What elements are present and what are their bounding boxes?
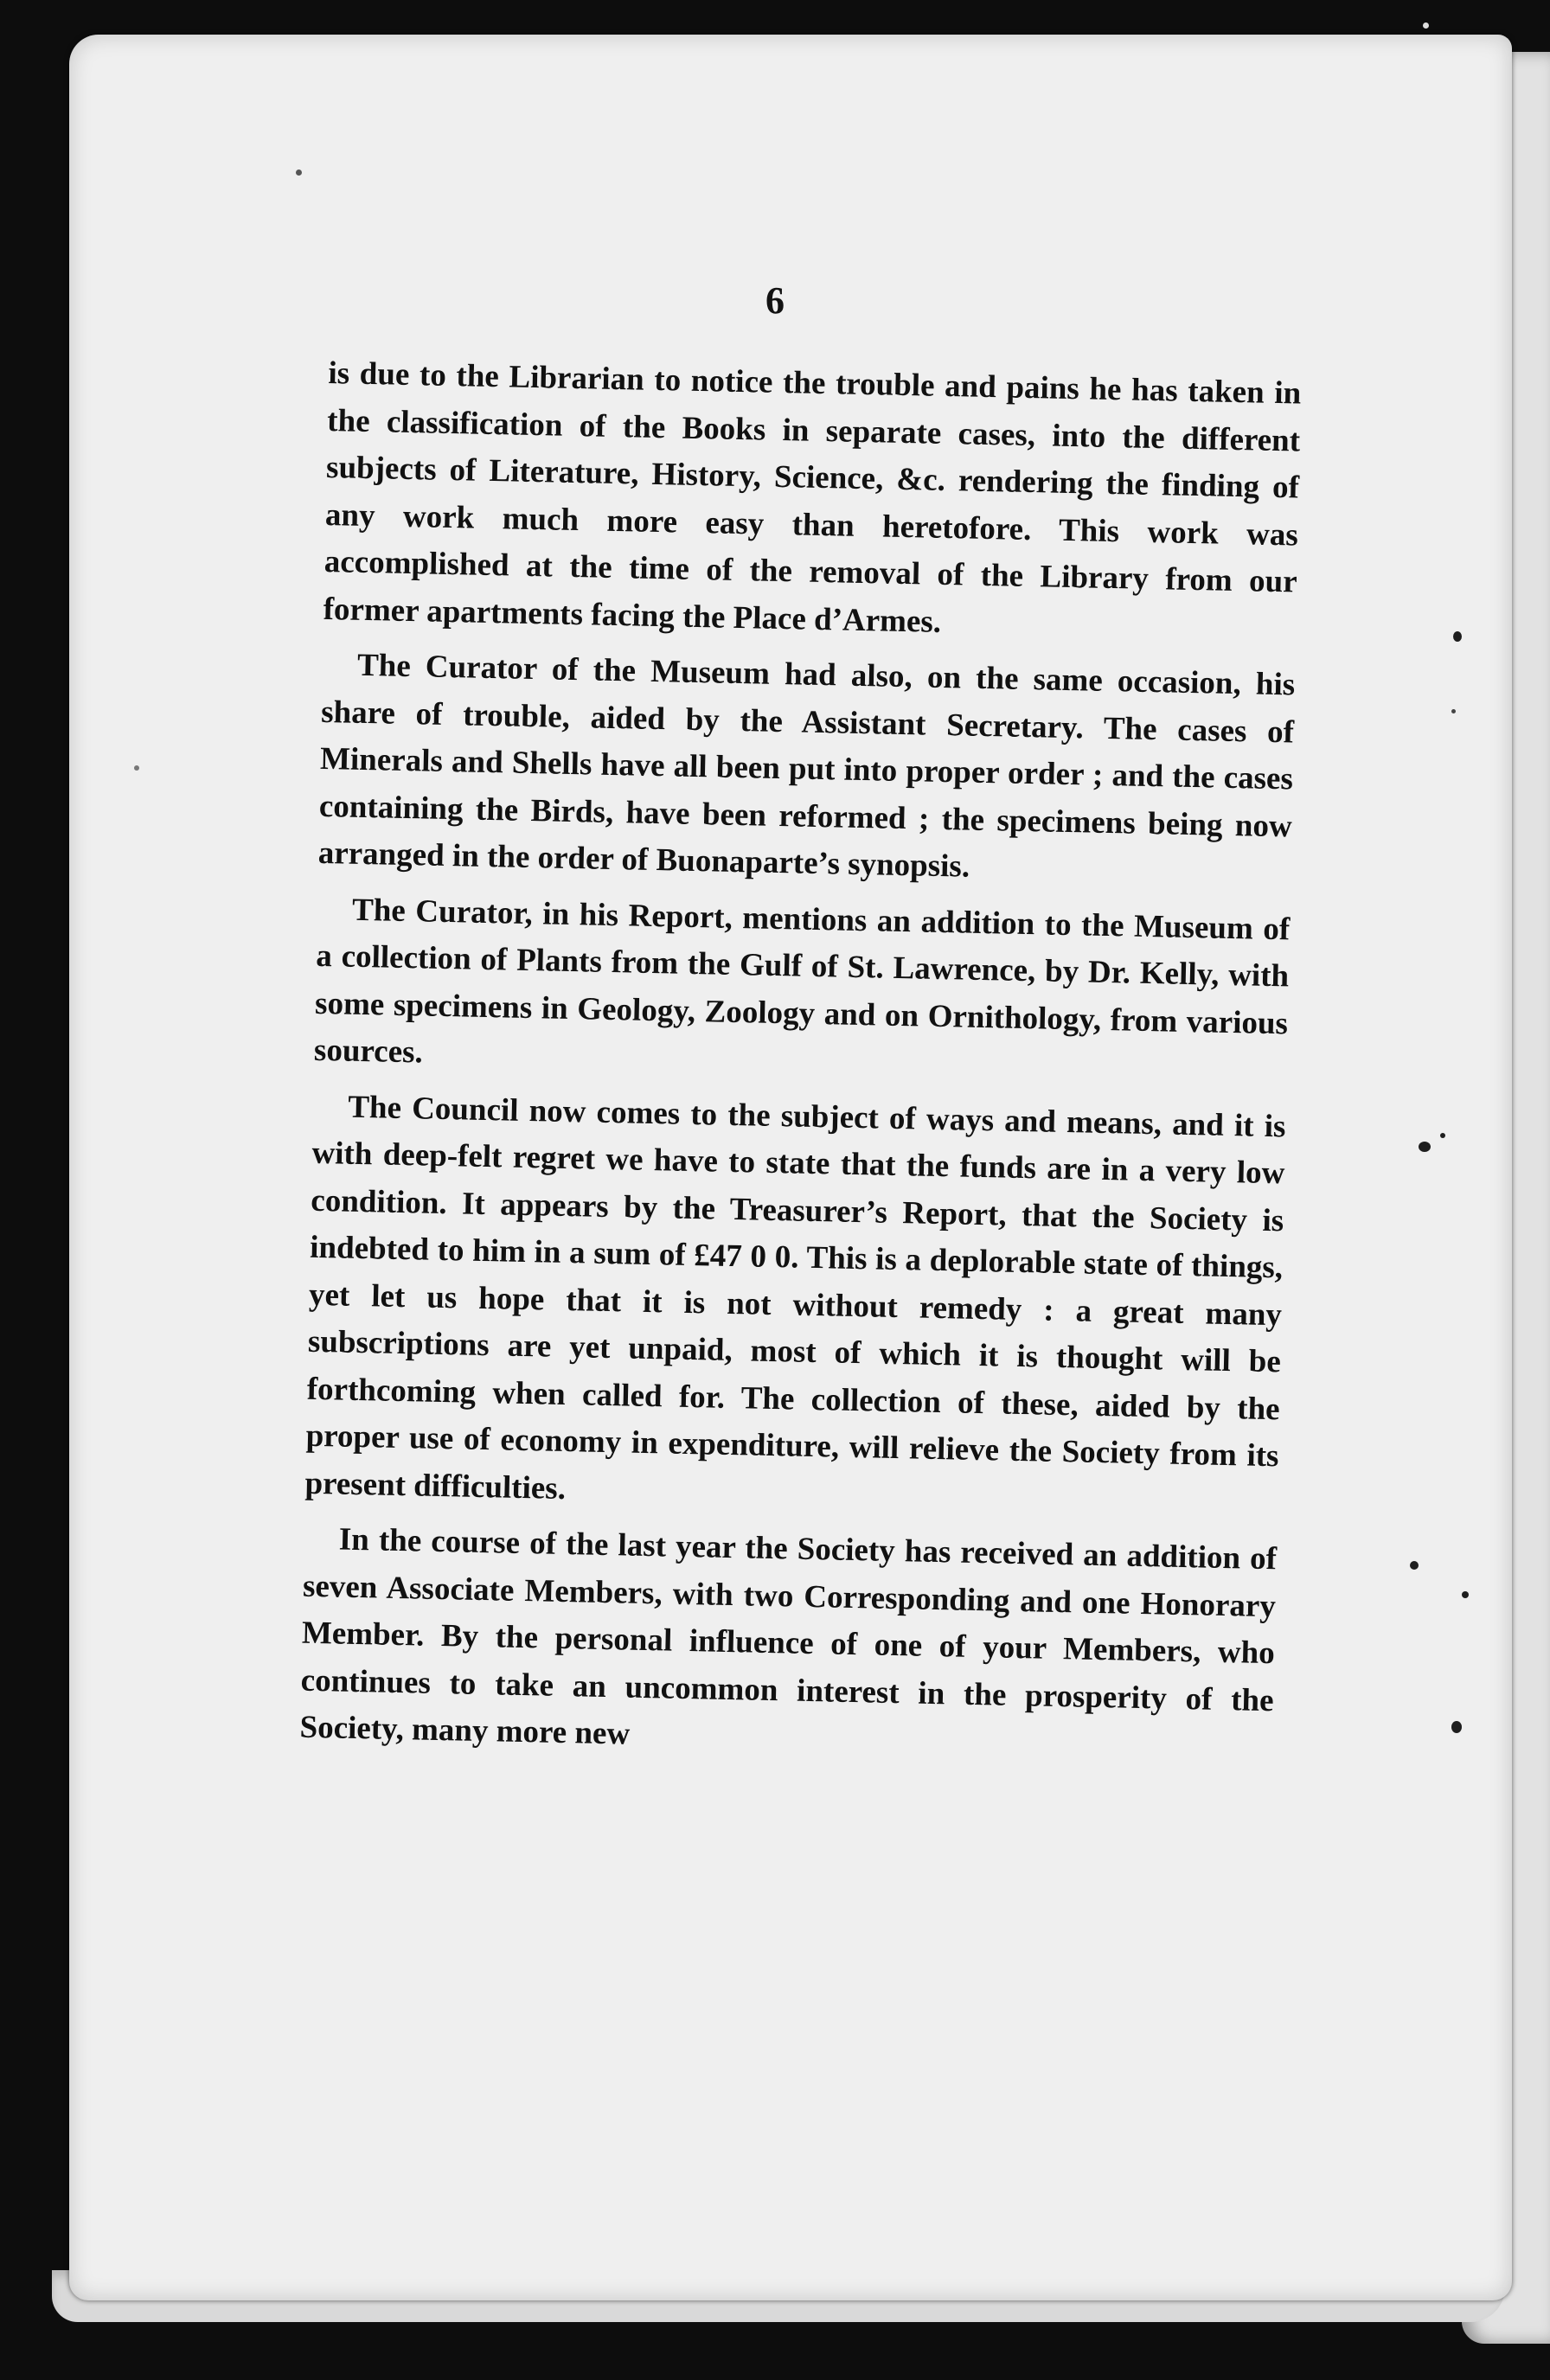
paper-speck	[1440, 1133, 1445, 1138]
paper-speck	[1462, 1591, 1469, 1598]
paragraph-librarian: is due to the Librarian to notice the trouble and pains he has taken in the classification of the Books in separate cases, into the different subjects of Literature, History, Science, &c. rendering the finding of any work much more easy than heretofore. This work was accomplished at the time of the removal of the Library from our former apartments facing the Place d’Armes.	[323, 355, 1302, 640]
paper-speck	[1451, 709, 1456, 713]
paragraph-membership: In the course of the last year the Society has received an addition of seven Associate Members, with two Corresponding and one Honorary Member. By the personal influence of one of your Members, who continues to take an uncommon interest in the prosperity of the Society, many more new	[299, 1521, 1278, 1752]
paragraph-ways-and-means: The Council now comes to the subject of ways and means, and it is with deep-felt regret we have to state that the funds are in a very low condition. It appears by the Treasurer’s Report, that the Society is indebted to him in a sum of £47 0 0. This is a deplorable state of things, yet let us hope that it is not without remedy : a great many subscriptions are yet unpaid, most of which it is thought will be forthcoming when called for. The collection of these, aided by the proper use of economy in expenditure, will relieve the Society from its present difficulties.	[304, 1089, 1286, 1507]
page-number: 6	[765, 279, 785, 322]
paper-speck	[296, 170, 302, 176]
paragraph-curator-museum: The Curator of the Museum had also, on the same occasion, his share of trouble, aided by the Assistant Secretary. The cases of Minerals and Shells have all been put into proper order ; and the cases containing the Birds, have been reformed ; the specimens being now arranged in the order of Buonaparte’s synopsis.	[317, 647, 1296, 885]
paper-speck	[134, 765, 139, 771]
body-text	[299, 350, 1302, 1781]
paper-speck	[1419, 1142, 1431, 1152]
paper-speck	[1410, 1561, 1419, 1570]
paper-speck	[1451, 1721, 1462, 1733]
paragraph-curator-report: The Curator, in his Report, mentions an addition to the Museum of a collection of Plants from the Gulf of St. Lawrence, by Dr. Kelly, with some specimens in Geology, Zoology and on Ornithology, from various sources.	[313, 892, 1291, 1071]
paper-speck	[1423, 22, 1429, 29]
paper-speck	[1453, 631, 1462, 642]
